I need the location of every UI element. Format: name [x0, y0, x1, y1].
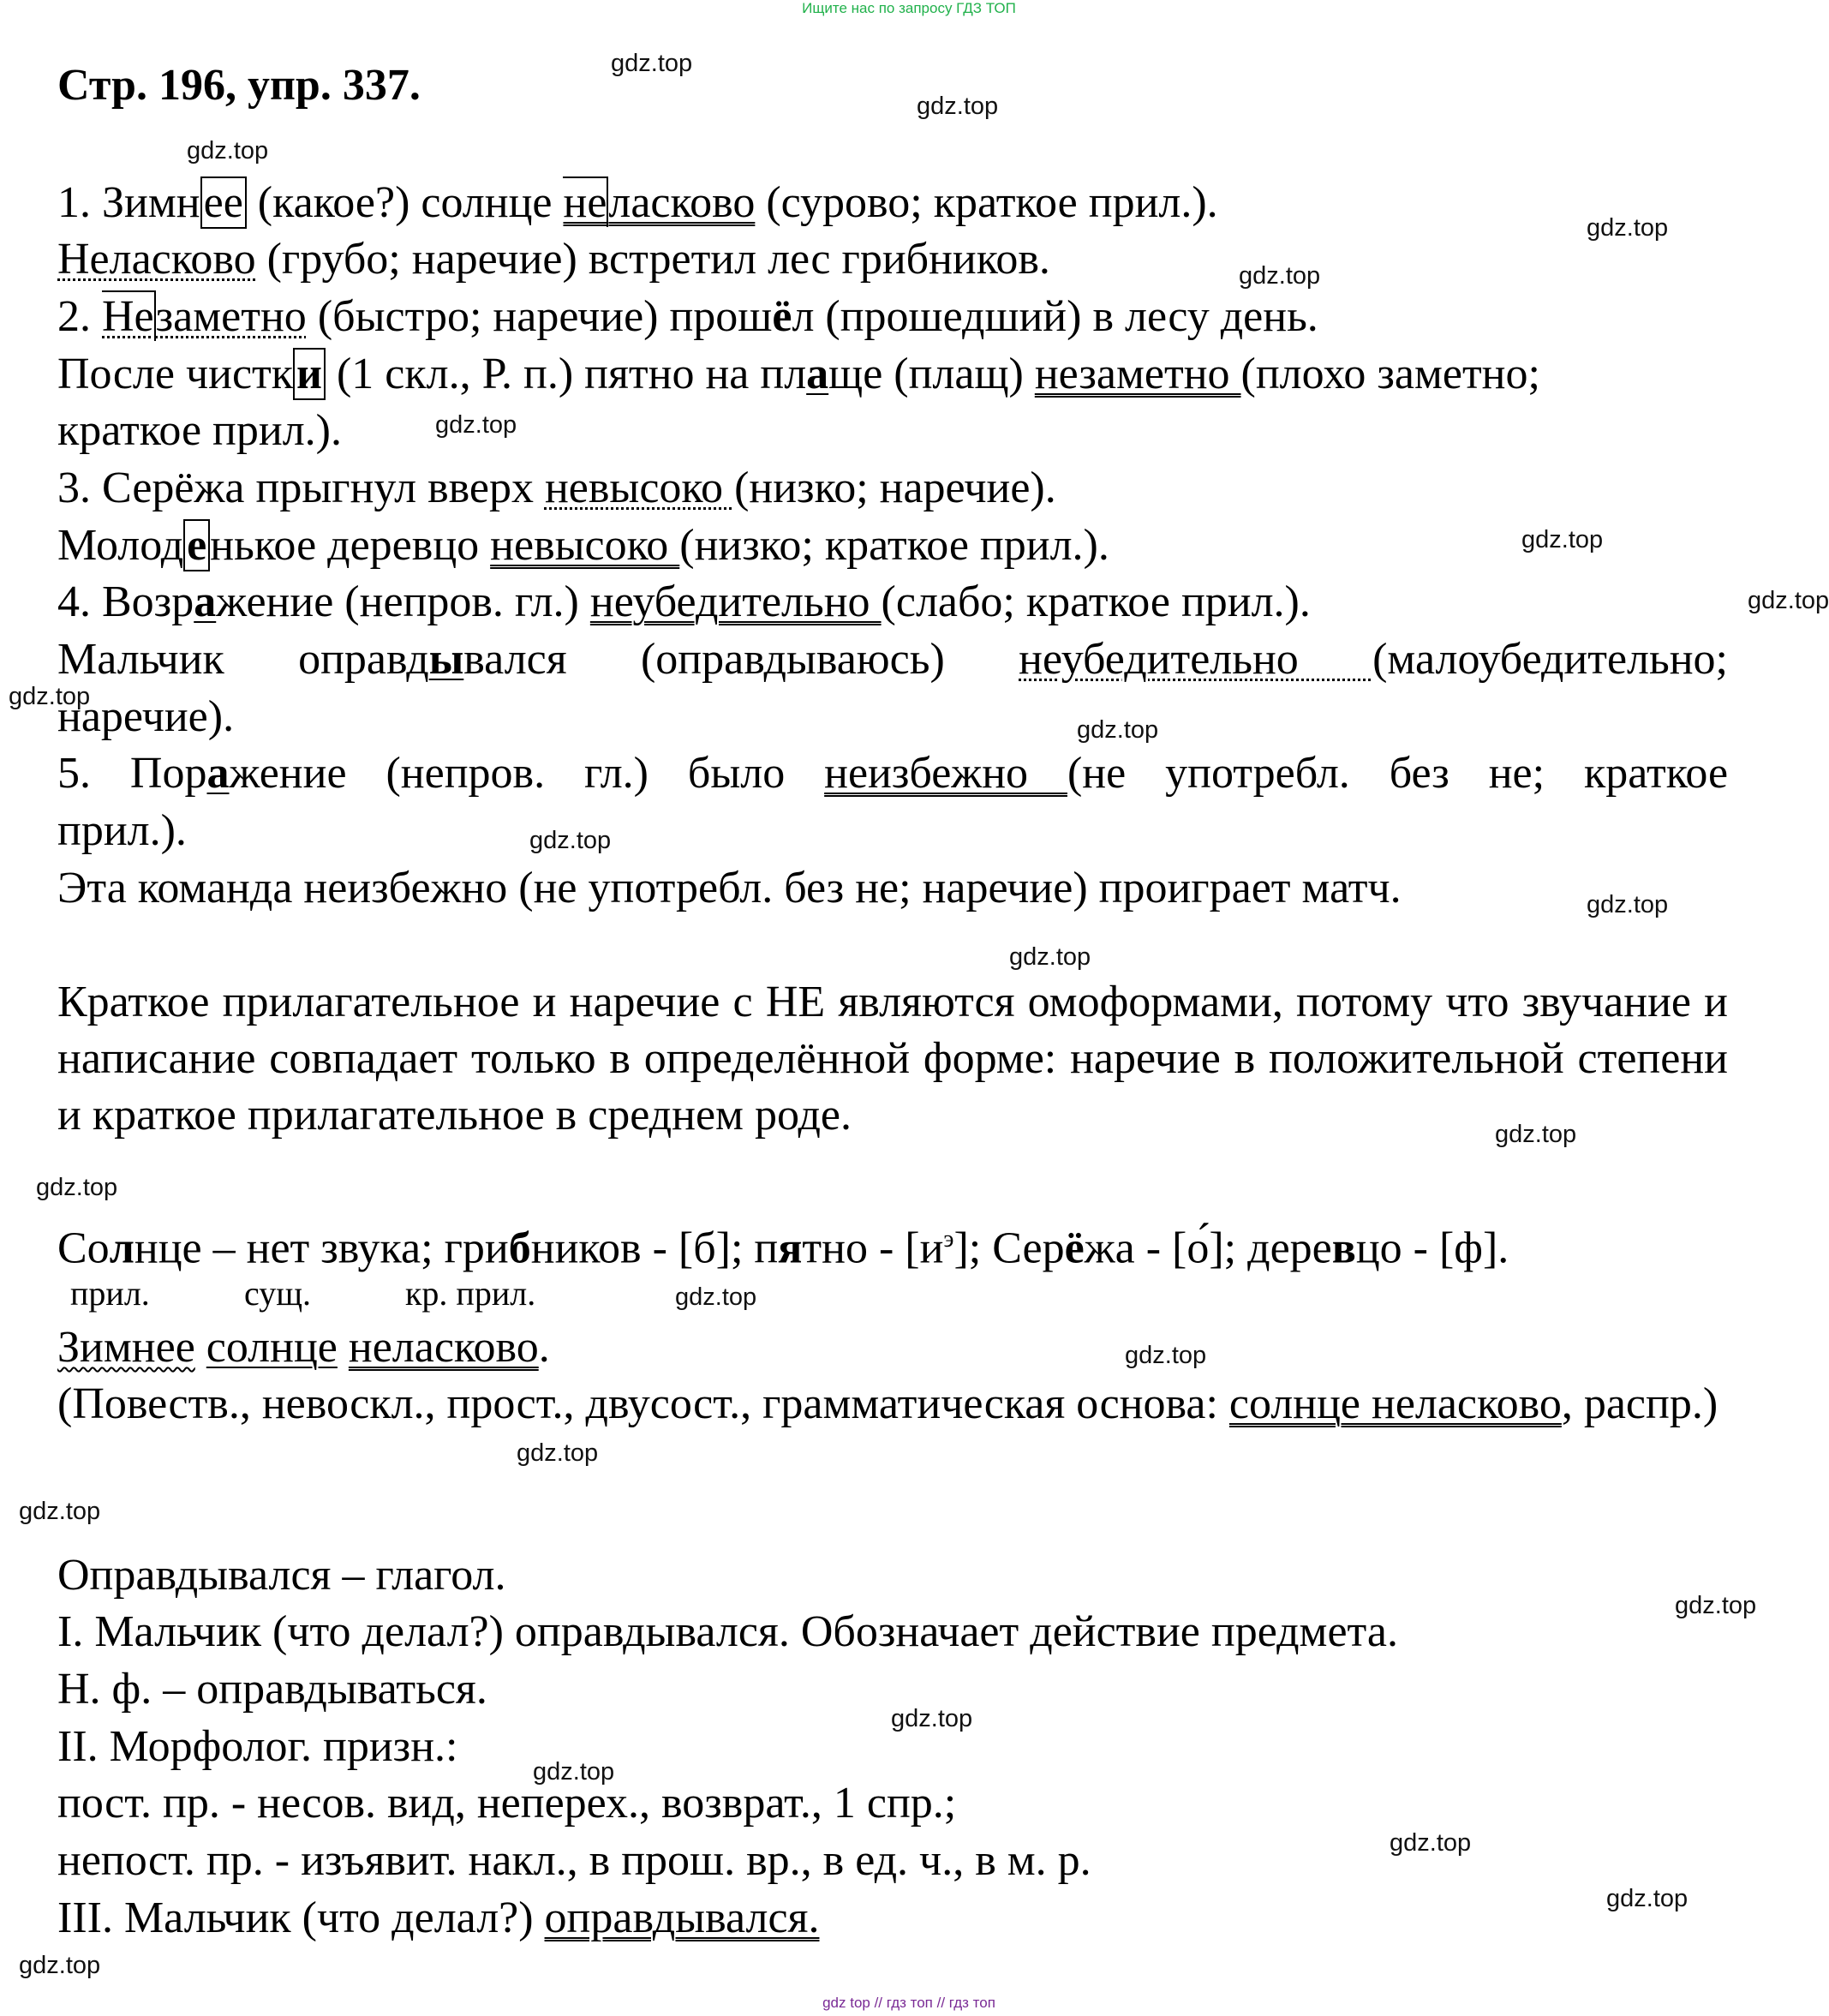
watermark: gdz.top [917, 93, 999, 120]
pos-label: прил. [70, 1274, 150, 1313]
watermark: gdz.top [187, 137, 269, 165]
watermark: gdz.top [1239, 262, 1321, 290]
watermark: gdz.top [1675, 1592, 1757, 1619]
watermark: gdz.top [19, 1952, 101, 1979]
watermark: gdz.top [1125, 1342, 1207, 1369]
watermark: gdz.top [1495, 1121, 1577, 1148]
watermark: gdz.top [19, 1498, 101, 1525]
watermark: gdz.top [1390, 1829, 1472, 1857]
line-22: III. Мальчик (что делал?) оправдывался. [57, 1893, 820, 1942]
line-18: Н. ф. – оправдываться. [57, 1665, 487, 1714]
line-phonetics: Солнце – нет звука; грибников - [б]; пятно - $[и^э]$; Серёжа - [о́]; деревцо - [ф]. [57, 1223, 1509, 1273]
watermark: gdz.top [9, 683, 91, 710]
line-4: После чистки (1 скл., Р. п.) пятно на плаще (плащ) незаметно (плохо заметно; [57, 350, 1540, 398]
watermark: gdz.top [1587, 214, 1669, 242]
watermark: gdz.top [36, 1174, 118, 1201]
watermark: gdz.top [517, 1439, 599, 1467]
line-6: 3. Серёжа прыгнул вверх невысоко (низко; наречие). [57, 464, 1056, 512]
paragraph-omoforms: Краткое прилагательное и наречие с НЕ являются омоформами, потому что звучание и написание совпадает только в определённой форме: наречие в положительной степени и краткое прилагательное в среднем роде. [57, 978, 1728, 1140]
watermark: gdz.top [1748, 587, 1829, 614]
pos-label: сущ. [244, 1274, 312, 1313]
watermark: gdz.top [891, 1705, 973, 1732]
line-7: Молоденькое деревцо невысоко (низко; краткое прил.). [57, 521, 1109, 570]
line-5: краткое прил.). [57, 406, 342, 455]
footer: gdz top // гдз топ // гдз топ [822, 1995, 995, 2011]
watermark: gdz.top [533, 1758, 615, 1786]
line-9: Мальчик оправдывался (оправдываюсь) неубедительно (малоубедительно; [57, 635, 1728, 684]
line-3: 2. Незаметно (быстро; наречие) прошёл (прошедший) в лесу день. [57, 292, 1318, 341]
top-note: Ищите нас по запросу ГДЗ ТОП [802, 0, 1016, 16]
line-1: 1. Зимнее (какое?) солнце неласково (сурово; краткое прил.). [57, 178, 1218, 227]
paragraph-parse: (Повеств., невоскл., прост., двусост., грамматическая основа: солнце неласково, распр.) [57, 1379, 1718, 1428]
line-8: 4. Возражение (непров. гл.) неубедительно (слабо; краткое прил.). [57, 577, 1311, 626]
watermark: gdz.top [529, 827, 612, 854]
watermark: gdz.top [1521, 526, 1604, 553]
ending-box: ее [200, 176, 247, 229]
watermark: gdz.top [1587, 891, 1669, 918]
watermark: gdz.top [435, 411, 517, 439]
line-13: Эта команда неизбежно (не употребл. без не; наречие) проиграет матч. [57, 864, 1402, 912]
line-17: I. Мальчик (что делал?) оправдывался. Обозначает действие предмета. [57, 1607, 1398, 1656]
watermark: gdz.top [1077, 716, 1159, 744]
line-19: II. Морфолог. призн.: [57, 1722, 458, 1771]
line-21: непост. пр. - изъявит. накл., в прош. вр., в ед. ч., в м. р. [57, 1836, 1091, 1885]
line-20: пост. пр. - несов. вид, неперех., возврат., 1 спр.; [57, 1779, 957, 1828]
watermark: gdz.top [1606, 1885, 1689, 1912]
watermark: gdz.top [611, 50, 693, 77]
pos-label: кр. прил. [405, 1274, 536, 1313]
page-title: Стр. 196, упр. 337. [57, 61, 421, 110]
line-11: 5. Поражение (непров. гл.) было неизбежно (не употребл. без не; краткое [57, 749, 1729, 798]
line-16: Оправдывался – глагол. [57, 1551, 506, 1600]
line-2: Неласково (грубо; наречие) встретил лес грибников. [57, 235, 1050, 284]
line-10: наречие). [57, 692, 235, 741]
watermark: gdz.top [1009, 943, 1091, 971]
watermark: gdz.top [675, 1283, 757, 1311]
line-12: прил.). [57, 806, 187, 855]
line-sentence: Зимнее солнце неласково. [57, 1323, 550, 1372]
